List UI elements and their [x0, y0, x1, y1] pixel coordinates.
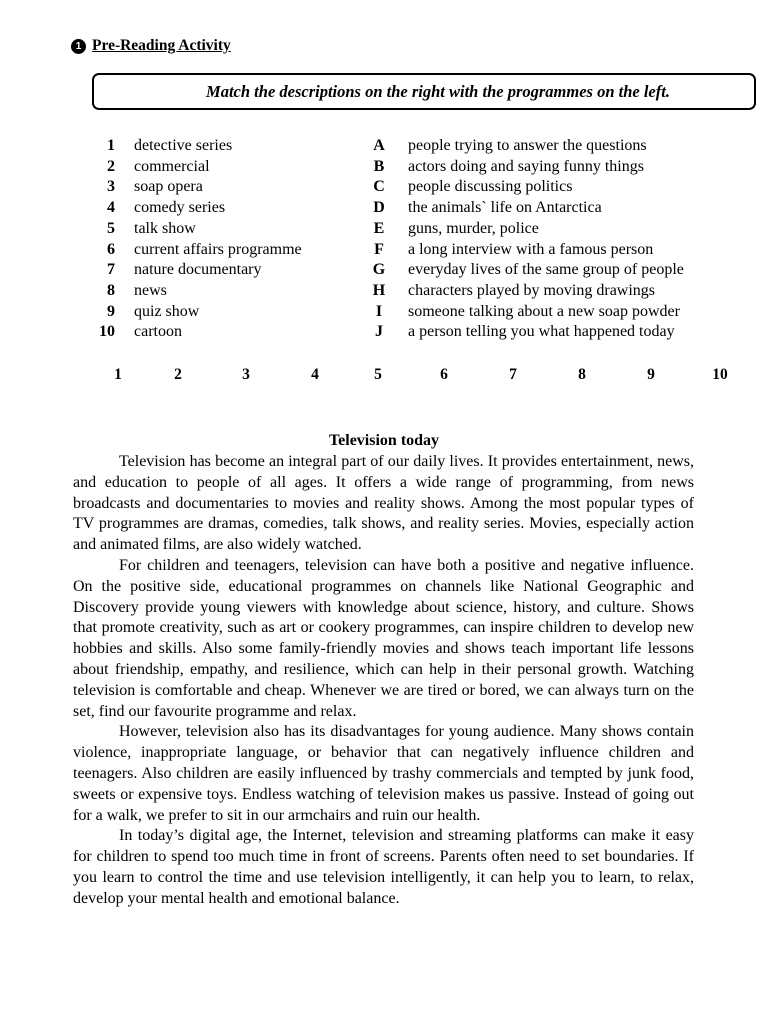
programme-row: [95, 322, 302, 343]
answer-number: 3: [242, 366, 250, 383]
programme-row: [95, 240, 302, 261]
answer-number: 4: [311, 366, 319, 383]
description-text: actors doing and saying funny things: [408, 157, 644, 175]
instruction-text: Match the descriptions on the right with the programmes on the left.: [206, 81, 670, 101]
description-letter: C: [373, 178, 385, 196]
number-bullet-icon: 1: [71, 39, 86, 54]
description-letter: A: [373, 137, 385, 154]
description-row: [368, 157, 684, 178]
description-row: [368, 219, 684, 240]
programme-number: 9: [107, 302, 115, 320]
programme-number: 3: [107, 178, 115, 196]
programme-label: quiz show: [134, 302, 200, 320]
programme-row: [95, 136, 302, 157]
programme-row: [95, 219, 302, 240]
programme-number: 10: [99, 323, 115, 341]
programme-row: [95, 177, 302, 198]
programme-row: [95, 260, 302, 281]
reading-paragraph: Television has become an integral part of our daily lives. It provides entertainment, news, and education to people of all ages. It offers a wide range of programming, from news broadcasts and documentaries to movies and reality shows. Among the most popular types of TV programmes are dramas, comedies, talk shows, and reality series. Movies, especially action and animated films, are also widely watched.: [73, 453, 694, 554]
programme-row: [95, 198, 302, 219]
description-text: the animals` life on Antarctica: [408, 199, 602, 217]
description-row: [368, 198, 684, 219]
description-text: someone talking about a new soap powder: [408, 302, 680, 320]
programme-row: [95, 302, 302, 323]
description-row: [368, 136, 684, 157]
answer-number: 7: [509, 366, 517, 383]
answer-grid: [0, 366, 768, 386]
description-letter: H: [372, 281, 386, 299]
description-letter: J: [375, 323, 383, 341]
activity-heading: [71, 37, 231, 55]
description-letter: B: [373, 157, 385, 175]
description-row: [368, 240, 684, 261]
description-letter: G: [372, 261, 386, 279]
programme-label: comedy series: [134, 199, 226, 217]
programme-number: 1: [107, 137, 115, 154]
answer-number: 5: [374, 366, 382, 383]
programme-number: 2: [107, 157, 115, 175]
reading-paragraph: For children and teenagers, television can have both a positive and negative influence. On the positive side, educational programmes on channels like National Geographic and Discovery provide young viewers with knowledge about science, history, and culture. Shows that promote creativity, such as art or cookery programmes, can inspire children to develop new hobbies and skills. Also some family-friendly movies and shows teach important life lessons about friendship, empathy, and resilience, which can help in their personal growth. Watching television is comfortable and cheap. Whenever we are tired or bored, we can always turn on the set, find our favourite programme and relax.: [73, 556, 694, 720]
answer-number: 9: [647, 366, 655, 383]
reading-title: Television today: [328, 432, 440, 449]
description-text: characters played by moving drawings: [408, 281, 656, 299]
programme-number: 6: [107, 240, 115, 258]
description-text: a person telling you what happened today: [408, 323, 675, 341]
description-text: people trying to answer the questions: [408, 137, 647, 154]
descriptions-list: [368, 136, 684, 343]
description-text: guns, murder, police: [408, 219, 539, 237]
description-text: a long interview with a famous person: [408, 240, 654, 258]
answer-number: 6: [440, 366, 448, 383]
instruction-box: [92, 73, 756, 110]
programmes-list: [95, 136, 302, 343]
description-letter: E: [373, 219, 385, 237]
description-letter: D: [373, 199, 385, 217]
programme-label: nature documentary: [134, 261, 262, 279]
reading-paragraph: In today’s digital age, the Internet, television and streaming platforms can make it easy for children to spend too much time in front of screens. Parents often need to set boundaries. If you learn to control the time and use television intelligently, it can help you to learn, to relax, develop your mental health and emotional balance.: [73, 827, 694, 907]
programme-label: current affairs programme: [134, 240, 302, 258]
programme-label: cartoon: [134, 323, 182, 341]
description-letter: F: [374, 240, 384, 258]
reading-paragraph: However, television also has its disadvantages for young audience. Many shows contain violence, inappropriate language, or behavior that can negatively influence children and teenagers. Also children are easily influenced by trashy commercials and tempted by junk food, sweets or expensive toys. Endless watching of television makes us passive. Instead of going out for a walk, we prefer to sit in our armchairs and ruin our health.: [73, 723, 694, 824]
programme-number: 7: [107, 261, 115, 279]
programme-number: 4: [107, 199, 115, 217]
programme-label: soap opera: [134, 178, 203, 196]
reading-text: [73, 452, 694, 910]
programme-row: [95, 281, 302, 302]
description-text: people discussing politics: [408, 178, 573, 196]
description-letter: I: [375, 302, 383, 320]
programme-number: 8: [107, 281, 115, 299]
programme-label: talk show: [134, 219, 196, 237]
description-row: [368, 281, 684, 302]
answer-number: 2: [174, 366, 182, 383]
answer-number: 8: [578, 366, 586, 383]
description-row: [368, 260, 684, 281]
description-row: [368, 177, 684, 198]
programme-row: [95, 157, 302, 178]
description-row: [368, 302, 684, 323]
programme-label: commercial: [134, 157, 210, 175]
programme-number: 5: [107, 219, 115, 237]
answer-number: 10: [712, 366, 728, 383]
programme-label: news: [134, 281, 167, 299]
programme-label: detective series: [134, 137, 233, 154]
description-text: everyday lives of the same group of people: [408, 261, 684, 279]
answer-number: 1: [114, 366, 122, 383]
description-row: [368, 322, 684, 343]
activity-title: Pre-Reading Activity: [92, 37, 231, 54]
